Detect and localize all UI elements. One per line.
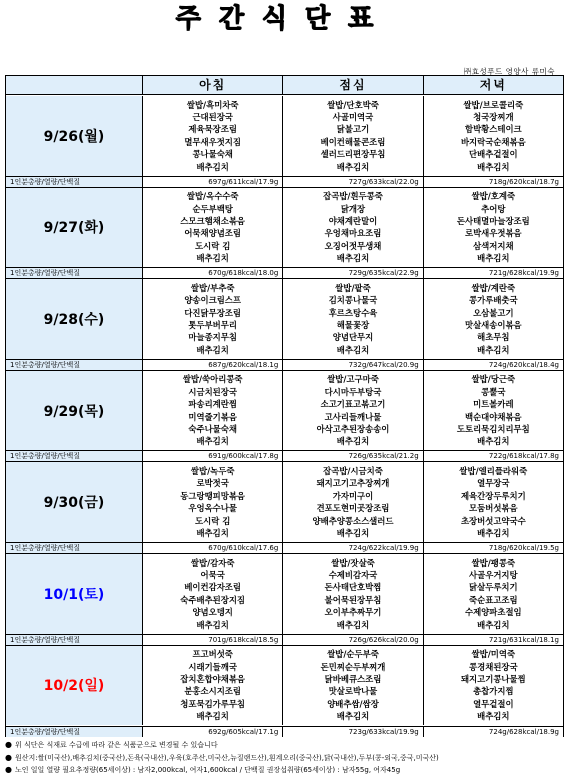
menu-item: 도토리묵김치리무침	[456, 424, 530, 434]
menu-item: 미트볼카레	[473, 399, 514, 410]
menu-item: 열무겉절이	[473, 698, 514, 709]
menu-item: 로박새우젓볶음	[465, 228, 522, 239]
menu-item: 쌀밥/부추죽	[190, 282, 235, 293]
menu-item: 어묵채양념조림	[184, 228, 241, 239]
menu-item: 베이컨해물콘조림	[320, 136, 386, 147]
menu-item: 소고기표고볶고기	[320, 399, 386, 410]
breakfast-cell	[143, 554, 283, 634]
menu-item: 죽순표고조림	[469, 594, 518, 605]
menu-item: 배추김치	[477, 344, 510, 355]
date-cell: 9/28(수)	[6, 279, 143, 359]
menu-item: 시금치된장국	[188, 386, 237, 397]
nutrition-value: 692g/605kcal/17.1g	[143, 727, 283, 737]
menu-item: 쌀밥/고구마죽	[327, 374, 379, 385]
menu-item: 쌀밥/감자죽	[190, 557, 235, 568]
menu-item: 양배추양콩소스샐러드	[312, 515, 394, 526]
menu-item: 함박황스테이크	[465, 124, 522, 135]
menu-item: 콩가루배춧국	[469, 295, 518, 306]
nutrition-value: 732g/647kcal/20.9g	[283, 360, 423, 370]
nutrition-value: 718g/620kcal/19.5g	[424, 543, 563, 553]
nutrition-value: 691g/600kcal/17.8g	[143, 451, 283, 461]
menu-item: 배추김치	[336, 161, 370, 172]
menu-item: 맛살새송이볶음	[465, 319, 522, 330]
menu-item: 우엉채마요조림	[324, 228, 382, 239]
menu-item: 불어묵된장무침	[324, 594, 382, 605]
menu-item: 잡치혼합야채볶음	[180, 673, 246, 684]
menu-item: 쌀밥/호계죽	[471, 191, 516, 202]
menu-item: 배추김치	[196, 528, 229, 538]
menu-item: 제육간장두루치기	[460, 490, 526, 501]
menu-item: 배추김치	[196, 344, 229, 355]
menu-item: 배추김치	[477, 619, 510, 630]
menu-item: 총찹가지찜	[473, 686, 514, 697]
menu-item: 쌀밥/순두부죽	[327, 649, 379, 660]
menu-item: 닭불고기	[336, 124, 370, 135]
header-dinner: 저녁	[424, 76, 563, 94]
header-date-cell	[6, 76, 143, 94]
lunch-cell	[283, 96, 423, 176]
menu-item: 배추김치	[196, 253, 229, 264]
menu-item: 쌀밥/엘리플라워죽	[459, 465, 528, 476]
menu-item: 숙주나물숙채	[188, 424, 237, 434]
nutrition-value: 670g/610kcal/17.6g	[143, 543, 283, 553]
day-block	[6, 554, 563, 646]
menu-item: 청국장찌개	[473, 111, 514, 122]
dinner-cell	[424, 462, 563, 542]
table-header	[6, 76, 563, 95]
menu-item: 야채계란말이	[328, 215, 378, 226]
menu-item: 김치콩나물국	[328, 295, 378, 306]
nutrition-value: 726g/626kcal/20.0g	[283, 635, 423, 645]
menu-item: 잡곡밥/흰두콩죽	[323, 191, 383, 202]
menu-item: 콩경채된장국	[469, 661, 518, 672]
menu-item: 로박젓국	[196, 478, 229, 489]
breakfast-cell	[143, 96, 283, 176]
nutrition-value: 721g/631kcal/18.1g	[424, 635, 563, 645]
nutrition-value: 729g/635kcal/22.9g	[283, 268, 423, 278]
menu-item: 닭바베큐스조림	[324, 673, 382, 684]
menu-item: 콩뿔국	[481, 386, 506, 397]
menu-item: 쌀밥/계란죽	[471, 282, 516, 293]
menu-item: 쌀밥/옥수수죽	[186, 191, 239, 202]
breakfast-cell	[143, 646, 283, 726]
menu-item: 쌀밥/당근죽	[471, 374, 516, 385]
menu-item: 해초무침	[477, 332, 510, 343]
menu-item: 프고버섯죽	[192, 649, 233, 660]
menu-item: 도시락 김	[195, 515, 231, 526]
nutrition-value: 722g/618kcal/17.8g	[424, 451, 563, 461]
menu-item: 돼지고기고추장찌개	[316, 478, 390, 489]
breakfast-cell	[143, 371, 283, 451]
menu-item: 삼색저지채	[473, 240, 514, 251]
menu-item: 배추김치	[336, 619, 370, 630]
breakfast-cell	[143, 188, 283, 268]
lunch-cell	[283, 371, 423, 451]
nutrition-label: 1인분총량/열량/단백질	[6, 451, 143, 461]
dinner-cell	[424, 279, 563, 359]
menu-item: 배추김치	[477, 161, 510, 172]
lunch-cell	[283, 188, 423, 268]
menu-row	[6, 371, 563, 451]
nutrition-row	[6, 267, 563, 278]
menu-item: 셀러드리편장무침	[320, 149, 386, 160]
breakfast-cell	[143, 279, 283, 359]
menu-item: 돈사태단호박찜	[324, 582, 382, 593]
day-block	[6, 462, 563, 554]
menu-item: 양념단무지	[332, 332, 374, 343]
menu-item: 수제양파초절임	[465, 607, 522, 618]
dinner-cell	[424, 371, 563, 451]
menu-item: 잡곡밥/시금치죽	[323, 465, 383, 476]
lunch-cell	[283, 279, 423, 359]
day-block	[6, 188, 563, 280]
menu-item: 양송이크림스프	[184, 295, 241, 306]
menu-item: 닭개장	[340, 203, 366, 214]
menu-row	[6, 554, 563, 634]
menu-item: 순두부백탕	[192, 203, 233, 214]
menu-item: 오이부추짜무기	[324, 607, 382, 618]
nutrition-row	[6, 726, 563, 737]
menu-item: 쌀밥/단호박죽	[327, 99, 379, 110]
nutrition-value: 723g/633kcal/19.9g	[283, 727, 423, 737]
lunch-cell	[283, 646, 423, 726]
nutrition-row	[6, 634, 563, 645]
menu-item: 도시락 김	[195, 240, 231, 251]
day-block	[6, 646, 563, 738]
menu-item: 배추김치	[336, 344, 370, 355]
menu-item: 미역줄기볶음	[188, 411, 237, 422]
menu-item: 배추김치	[196, 161, 229, 172]
menu-item: 오삼불고기	[473, 307, 514, 318]
menu-item: 배추김치	[196, 436, 229, 447]
company-credit: ㈜효성푸드 영양사 류미숙	[463, 67, 555, 76]
dinner-cell	[424, 96, 563, 176]
nutrition-label: 1인분총량/열량/단백질	[6, 268, 143, 278]
menu-item: 배추김치	[477, 253, 510, 264]
note-text: 노인 일일 열량 필요추정량(65세이상) : 남자2,000kcal, 여자1,600kcal / 단백질 권장섭취량(65세이상) : 남자55g, 여자45g	[14, 766, 401, 774]
menu-item: 숙주배추된장지짐	[180, 594, 246, 605]
breakfast-cell	[143, 462, 283, 542]
nutrition-value: 724g/628kcal/18.9g	[424, 727, 563, 737]
note-text: 원산지:쌀(미국산),배추김치(중국산),돈육(국내산),우육(호주산,미국산,뉴질랜드산),흰계오리(중국산),닭(국내산),두부(콩-외국,중국,미국산)	[14, 753, 439, 762]
menu-item: 수제비감자국	[328, 569, 378, 580]
dinner-cell	[424, 646, 563, 726]
menu-item: 멸무새우젓지짐	[184, 136, 241, 147]
menu-item: 사골우거지탕	[469, 569, 518, 580]
header-breakfast: 아침	[143, 76, 283, 94]
menu-item: 근대된장국	[192, 111, 233, 122]
menu-item: 배추김치	[196, 619, 229, 630]
menu-item: 배추김치	[196, 711, 229, 722]
menu-item: 배추김치	[336, 711, 370, 722]
menu-item: 쌀밥/미역죽	[471, 649, 516, 660]
menu-item: 오징어젓무생채	[324, 240, 382, 251]
notes	[5, 739, 564, 777]
menu-item: 청포묵김가루무침	[180, 698, 246, 709]
menu-item: 어묵국	[200, 569, 225, 580]
bullet-icon: ●	[5, 765, 12, 774]
menu-item: 해물꽃장	[336, 319, 370, 330]
menu-item: 배추김치	[477, 711, 510, 722]
menu-row	[6, 279, 563, 359]
nutrition-value: 701g/618kcal/18.5g	[143, 635, 283, 645]
menu-row	[6, 96, 563, 176]
menu-item: 가자미구이	[332, 490, 374, 501]
menu-item: 돼지고기콩나물찜	[460, 673, 526, 684]
day-block	[6, 371, 563, 463]
menu-item: 콩나물숙채	[192, 149, 233, 160]
date-cell: 9/26(월)	[6, 96, 143, 176]
lunch-cell	[283, 462, 423, 542]
menu-item: 단배추겉절이	[469, 149, 518, 160]
nutrition-label: 1인분총량/열량/단백질	[6, 635, 143, 645]
menu-table	[5, 75, 564, 737]
nutrition-value: 670g/618kcal/18.0g	[143, 268, 283, 278]
menu-item: 분홍소시지조림	[184, 686, 241, 697]
menu-item: 고사리들깨나물	[324, 411, 382, 422]
menu-item: 바지락국순채볶음	[460, 136, 526, 147]
note-text: 위 식단은 식재료 수급에 따라 같은 식품군으로 변경될 수 있습니다	[14, 741, 218, 749]
menu-item: 맛살로박나물	[328, 686, 378, 697]
note-item	[5, 739, 564, 752]
nutrition-value: 687g/620kcal/18.1g	[143, 360, 283, 370]
menu-item: 쌀밥/브로콜리죽	[463, 99, 524, 110]
menu-item: 톳두부버무리	[188, 319, 237, 330]
menu-item: 다시마두부탕국	[324, 386, 382, 397]
nutrition-value: 724g/622kcal/19.9g	[283, 543, 423, 553]
nutrition-label: 1인분총량/열량/단백질	[6, 360, 143, 370]
nutrition-row	[6, 450, 563, 461]
nutrition-label: 1인분총량/열량/단백질	[6, 543, 143, 553]
menu-item: 아삭고추된장송송이	[316, 424, 390, 434]
menu-item: 동그랑땡피망볶음	[180, 490, 246, 501]
menu-item: 초장버섯고약국수	[460, 515, 526, 526]
menu-item: 열무장국	[477, 478, 510, 489]
menu-item: 쌀밥/팽콩죽	[471, 557, 516, 568]
menu-item: 다진닭무장조림	[184, 307, 241, 318]
date-cell: 9/30(금)	[6, 462, 143, 542]
nutrition-row	[6, 176, 563, 187]
menu-item: 양배추쌈/쌈장	[327, 698, 379, 709]
nutrition-row	[6, 542, 563, 553]
menu-item: 배추김치	[336, 436, 370, 447]
menu-item: 스모크햄채소볶음	[180, 215, 246, 226]
menu-item: 쌀밥/녹두죽	[190, 465, 235, 476]
nutrition-value: 724g/620kcal/18.4g	[424, 360, 563, 370]
menu-item: 시래기들깨국	[188, 661, 237, 672]
menu-item: 마늘종지무침	[188, 332, 237, 343]
menu-item: 파송리계란찜	[188, 399, 237, 410]
bullet-icon: ●	[5, 740, 12, 749]
menu-row	[6, 462, 563, 542]
date-cell: 9/27(화)	[6, 188, 143, 268]
menu-item: 배추김치	[336, 528, 370, 538]
menu-item: 쌀밥/팥죽	[335, 282, 371, 293]
nutrition-row	[6, 359, 563, 370]
nutrition-value: 726g/635kcal/21.2g	[283, 451, 423, 461]
menu-item: 후르츠탕수육	[328, 307, 378, 318]
menu-item: 양념오뎅지	[192, 607, 233, 618]
menu-row	[6, 646, 563, 726]
nutrition-value: 727g/633kcal/22.0g	[283, 177, 423, 187]
menu-item: 견포도현미곳장조림	[316, 503, 390, 514]
lunch-cell	[283, 554, 423, 634]
date-cell: 9/29(목)	[6, 371, 143, 451]
date-cell: 10/2(일)	[6, 646, 143, 726]
menu-item: 배추김치	[477, 528, 510, 538]
bullet-icon: ●	[5, 752, 12, 762]
note-item	[5, 764, 564, 777]
day-block	[6, 96, 563, 188]
nutrition-value: 697g/611kcal/17.9g	[143, 177, 283, 187]
menu-item: 베이컨감자조림	[184, 582, 241, 593]
menu-item: 백순대야채볶음	[465, 411, 522, 422]
nutrition-value: 718g/620kcal/18.7g	[424, 177, 563, 187]
nutrition-value: 721g/628kcal/19.9g	[424, 268, 563, 278]
note-item	[5, 752, 564, 765]
day-block	[6, 279, 563, 371]
menu-item: 돈민찌순두부찌개	[320, 661, 386, 672]
menu-item: 쌀밥/잣살죽	[331, 557, 375, 568]
menu-item: 사골미역국	[332, 111, 374, 122]
menu-item: 배추김치	[336, 253, 370, 264]
header-lunch: 점심	[283, 76, 423, 94]
menu-item: 쌀밥/흑미차죽	[186, 99, 239, 110]
menu-item: 쌀밥/쑥아리콩죽	[182, 374, 243, 385]
page-title: 주간식단표	[175, 4, 392, 34]
menu-item: 제육묵장조림	[188, 124, 237, 135]
title-area	[0, 2, 567, 36]
menu-item: 배추김치	[477, 436, 510, 447]
menu-item: 추어탕	[481, 203, 506, 214]
nutrition-label: 1인분총량/열량/단백질	[6, 727, 143, 737]
menu-row	[6, 188, 563, 268]
menu-item: 모둠버섯볶음	[469, 503, 518, 514]
menu-item: 닭살두루치기	[469, 582, 518, 593]
nutrition-label: 1인분총량/열량/단백질	[6, 177, 143, 187]
menu-item: 돈사태멸마늘장조림	[456, 215, 530, 226]
dinner-cell	[424, 188, 563, 268]
menu-item: 우엉옥수나물	[188, 503, 237, 514]
dinner-cell	[424, 554, 563, 634]
date-cell: 10/1(토)	[6, 554, 143, 634]
